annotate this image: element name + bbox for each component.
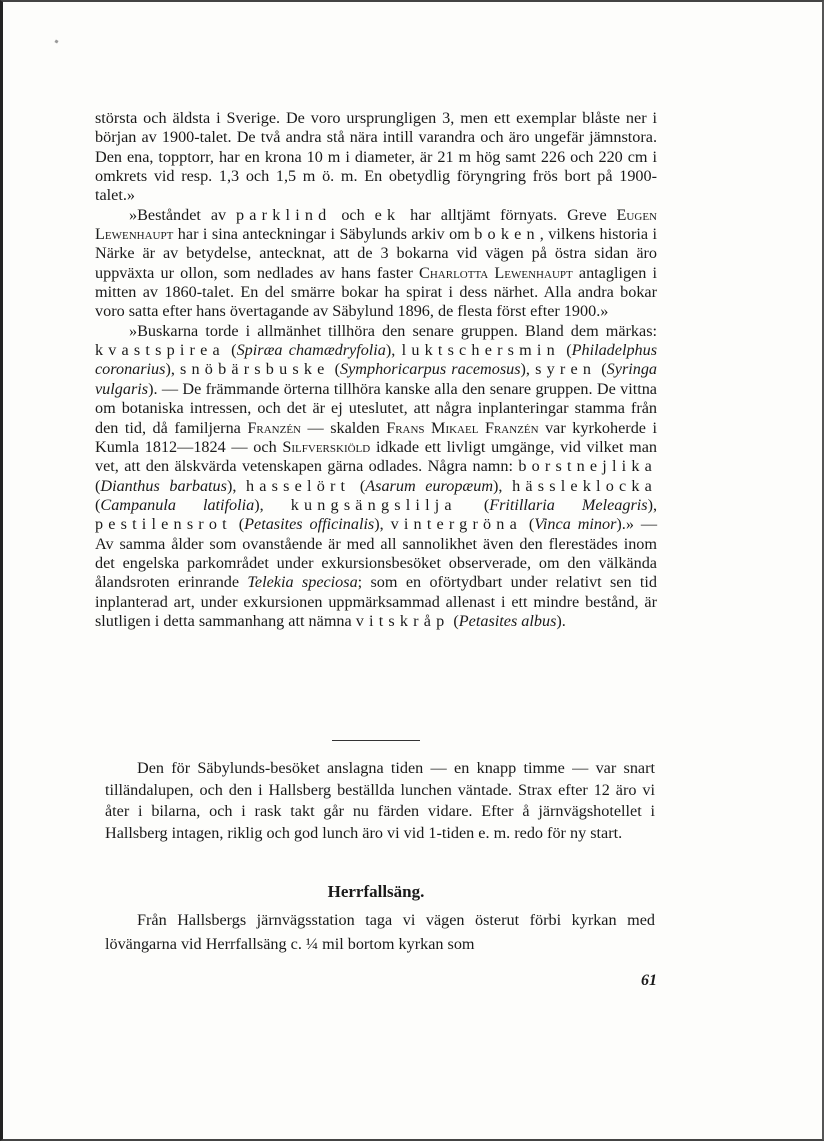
spaced-term: pestilensrot [95, 515, 232, 534]
text-run: »Beståndet av [129, 205, 237, 224]
text-run: ), [226, 476, 247, 495]
small-caps-name: Charlotta Lewenhaupt [419, 263, 573, 282]
section-divider [332, 740, 420, 741]
text-run: ( [329, 360, 341, 379]
lunch-paragraph: Den för Säbylunds-besöket anslagna tiden — en knapp timme — var snart tilländalupen, och den i Hallsberg beställda lunchen väntade. Strax efter 12 äro vi åter i bilarna, och i rask takt går nu färden vidare. Efter å järnvägshotellet i Hallsberg intagen, riklig och god lunch äro vi vid 1-tiden e. m. redo för ny start. [105, 759, 655, 842]
text-run: ( [95, 476, 101, 495]
text-run: ), [647, 495, 657, 514]
text-run: ). — De främmande örterna tillhöra kanske alla den senare gruppen. De vittna om botaniska intressen, och det är ej uteslutet, att några inplanteringar stamma från den tid, då familjerna [95, 379, 657, 437]
small-caps-name: Eugen Lewenhaupt [95, 205, 657, 244]
text-run: ( [95, 495, 101, 514]
spaced-term: ek [374, 205, 401, 224]
text-run: ), [374, 515, 391, 534]
text-run: ; som en oförtydbart under relativt sen tid inplanterad art, under exkursionen uppmärksammad allenast i ett mindre bestånd, är slutligen i detta sammanhang att nämna [95, 573, 658, 630]
spaced-term: snöbärsbuske [180, 360, 330, 379]
italic-latin-name: Dianthus barbatus [100, 476, 227, 495]
italic-latin-name: Asarum europæum [365, 476, 494, 495]
text-run: ( [559, 341, 572, 360]
small-caps-name: Frans Mikael Franzén [386, 418, 539, 437]
spaced-term: kvastspirea [95, 341, 225, 360]
scan-speck [54, 39, 58, 43]
text-run: ( [449, 611, 459, 630]
paragraph-2 [95, 206, 657, 322]
lunch-paragraph-block [105, 758, 655, 844]
text-run: idkade ett livligt umgänge, vid vilket man vet, att den älskvärda vetenskapen gärna odlades. Några namn: [95, 437, 657, 476]
text-run: har alltjämt förnyats. Greve [400, 205, 617, 224]
spaced-term: kungsängslilja [290, 495, 457, 514]
text-run: — skalden [301, 418, 387, 437]
italic-latin-name: Petasites albus [458, 611, 557, 630]
text-run: ). [556, 611, 566, 630]
paragraph-1 [95, 109, 657, 206]
text-run: , vilkens historia i Närke är av betydelse, antecknat, att de 3 bokarna vid vägen på östra sidan äro uppväxta ur ollon, som nedlades av hans faster [95, 225, 658, 282]
continued-text-block [95, 109, 657, 631]
italic-latin-name: Petasites officinalis [244, 515, 375, 534]
spaced-term: hasselört [246, 476, 351, 495]
text-run: och [331, 205, 375, 224]
small-caps-name: Silfverskiöld [282, 437, 371, 456]
page-number: 61 [641, 972, 657, 989]
text-run: var kyrkoherde i Kumla 1812—1824 — och [95, 418, 657, 456]
text-run: största och äldsta i Sverige. De voro ursprungligen 3, men ett exemplar blåste ner i början av 1900-talet. De två andra stå nära intill varandra och äro ungefär jämnstora. Den ena, topptorr, har en krona 10 m i diameter, är 21 m hög samt 226 och 220 cm i omkrets vid resp. 1,3 och 1,5 m ö. m. En obetydlig föryngring frös bort på 1900-talet.» [95, 109, 657, 205]
text-run: antagligen i mitten av 1860-talet. En del smärre bokar ha spirat i dess närhet. Alla andra bokar voro satta efter hans övertagande av Säbylund 1896, de flesta först efter 1900.» [95, 263, 657, 321]
italic-latin-name: Philadelphus coronarius [95, 341, 658, 379]
italic-latin-name: Symphoricarpus racemosus [340, 360, 521, 379]
spaced-term: luktschersmin [401, 341, 560, 360]
text-run: har i sina anteckningar i Säbylunds arkiv om [173, 225, 475, 244]
spaced-term: borstnejlika [518, 457, 657, 476]
herrfallsang-paragraph: Från Hallsbergs järnvägsstation taga vi vägen österut förbi kyrkan med lövängarna vid Herrfallsäng c. ¼ mil bortom kyrkan som [105, 911, 655, 953]
text-run: ).» — Av samma ålder som ovanstående är med all sannolikhet även den flerestädes inom det engelska parkområdet under exkursionsbesöket observerade, om den välkända ålandsroten erinrande [95, 515, 658, 592]
italic-latin-name: Spiræa chamædryfolia [236, 341, 386, 360]
text-run: ( [224, 341, 237, 360]
text-run: ), [385, 341, 402, 360]
text-run: ( [521, 515, 535, 534]
text-run: ( [596, 360, 607, 379]
herrfallsang-paragraph-block [105, 908, 655, 956]
section-heading: Herrfallsäng. [327, 882, 425, 901]
italic-latin-name: Telekia speciosa [247, 573, 358, 592]
text-run: ( [350, 476, 366, 495]
text-run: ), [165, 360, 181, 379]
text-run: ( [231, 515, 245, 534]
small-caps-name: Franzén [247, 418, 301, 437]
italic-latin-name: Campanula latifolia [100, 495, 255, 514]
text-run: ), [254, 495, 291, 514]
spaced-term: parklind [236, 205, 332, 224]
spaced-term: vintergröna [390, 515, 522, 534]
text-run: ), [493, 476, 513, 495]
italic-latin-name: Syringa vulgaris [95, 360, 658, 398]
italic-latin-name: Fritillaria Meleagris [489, 495, 648, 514]
spaced-term: hässleklocka [512, 476, 658, 495]
text-run: »Buskarna torde i allmänhet tillhöra den senare gruppen. Bland dem märkas: [129, 321, 657, 340]
text-run: ), [520, 360, 536, 379]
text-run: ( [456, 495, 490, 514]
paragraph-3 [95, 322, 657, 632]
spaced-term: syren [535, 360, 597, 379]
spaced-term: boken [474, 225, 540, 244]
spaced-term: vitskråp [355, 611, 450, 630]
italic-latin-name: Vinca minor [534, 515, 617, 534]
